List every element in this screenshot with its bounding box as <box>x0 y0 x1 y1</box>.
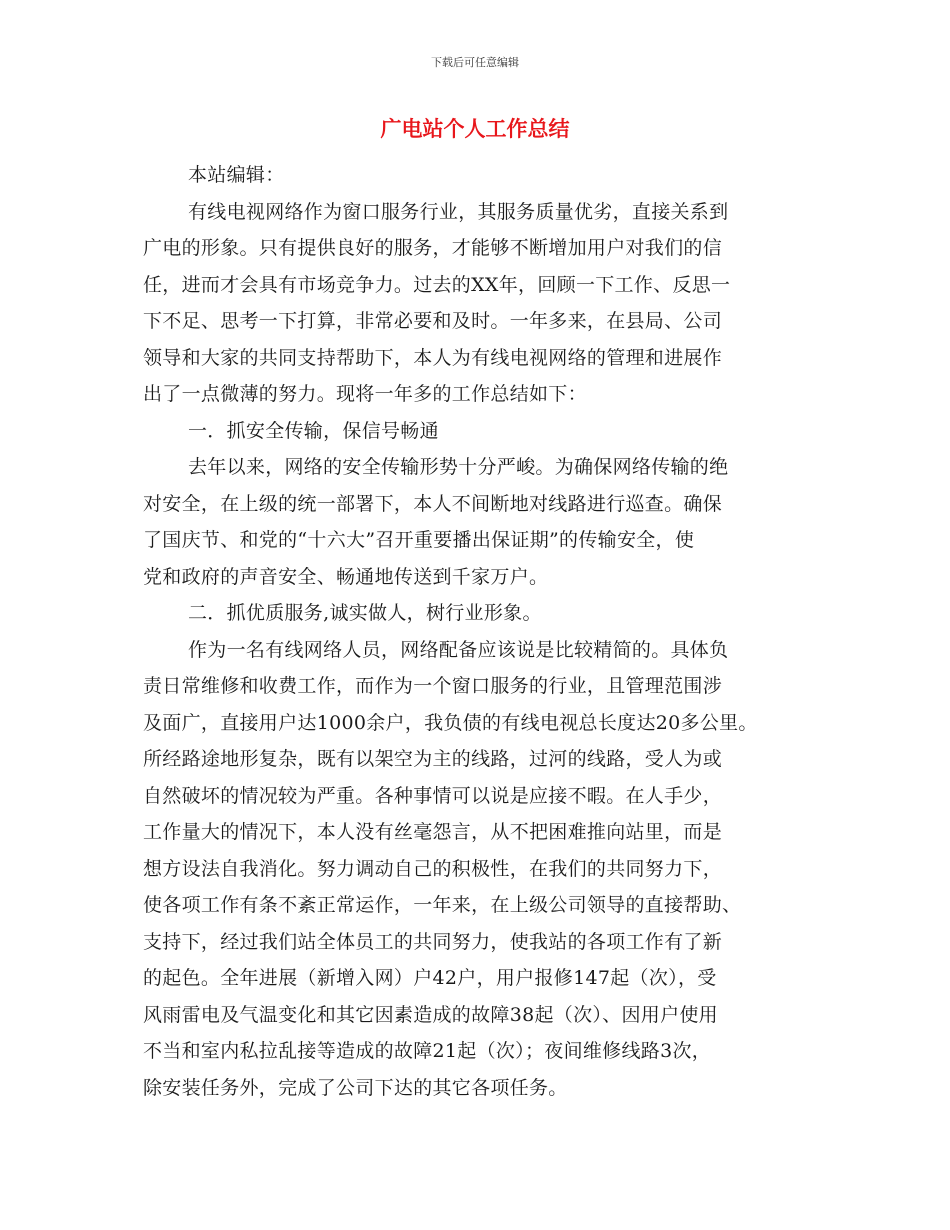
text-line: 想方设法自我消化。努力调动自己的积极性，在我们的共同努力下， <box>143 857 723 880</box>
text-line: 下不足、思考一下打算，非常必要和及时。一年多来，在县局、公司 <box>143 310 723 332</box>
text-line: 有线电视网络作为窗口服务行业，其服务质量优劣，直接关系到 <box>188 200 729 223</box>
text-line: 作为一名有线网络人员，网络配备应该说是比较精简的。具体负 <box>188 638 729 661</box>
text-line: 除安装任务外，完成了公司下达的其它各项任务。 <box>143 1076 568 1099</box>
text-line: 自然破坏的情况较为严重。各种事情可以说是应接不暇。在人手少， <box>143 784 723 807</box>
text-line: 本站编辑： <box>188 164 285 186</box>
text-line: 了国庆节、和党的“十六大”召开重要播出保证期”的传输安全，使 <box>143 529 695 551</box>
text-line: 领导和大家的共同支持帮助下，本人为有线电视网络的管理和进展作 <box>143 346 723 369</box>
text-line: 不当和室内私拉乱接等造成的故障21起（次）；夜间维修线路3次， <box>143 1040 712 1062</box>
text-line: 所经路途地形复杂，既有以架空为主的线路，过河的线路，受人为或 <box>143 748 723 770</box>
text-line: 党和政府的声音安全、畅通地传送到千家万户。 <box>143 565 549 588</box>
text-line: 广电的形象。只有提供良好的服务，才能够不断增加用户对我们的信 <box>143 237 723 259</box>
header-note: 下载后可任意编辑 <box>431 56 519 69</box>
text-line: 使各项工作有条不紊正常运作，一年来，在上级公司领导的直接帮助、 <box>143 894 742 916</box>
text-line: 的起色。全年进展（新增入网）户42户，用户报修147起（次），受 <box>143 967 717 989</box>
text-line: 及面广，直接用户达1000余户，我负债的有线电视总长度达20多公里。 <box>143 711 758 734</box>
text-line: 工作量大的情况下，本人没有丝毫怨言，从不把困难推向站里，而是 <box>143 821 723 843</box>
text-line: 二．抓优质服务,诚实做人，树行业形象。 <box>188 602 542 624</box>
document-title: 广电站个人工作总结 <box>380 117 570 141</box>
text-line: 支持下，经过我们站全体员工的共同努力，使我站的各项工作有了新 <box>143 930 723 953</box>
text-line: 出了一点微薄的努力。现将一年多的工作总结如下： <box>143 383 587 405</box>
text-line: 去年以来，网络的安全传输形势十分严峻。为确保网络传输的绝 <box>188 456 729 478</box>
text-line: 对安全，在上级的统一部署下，本人不间断地对线路进行巡查。确保 <box>143 492 723 515</box>
document-body <box>143 157 833 1106</box>
text-line: 一．抓安全传输，保信号畅通 <box>188 419 439 442</box>
text-line: 任，进而才会具有市场竞争力。过去的XX年，回顾一下工作、反思一 <box>143 273 731 296</box>
text-line: 风雨雷电及气温变化和其它因素造成的故障38起（次）、因用户使用 <box>143 1003 718 1026</box>
text-line: 责日常维修和收费工作，而作为一个窗口服务的行业，且管理范围涉 <box>143 675 723 697</box>
